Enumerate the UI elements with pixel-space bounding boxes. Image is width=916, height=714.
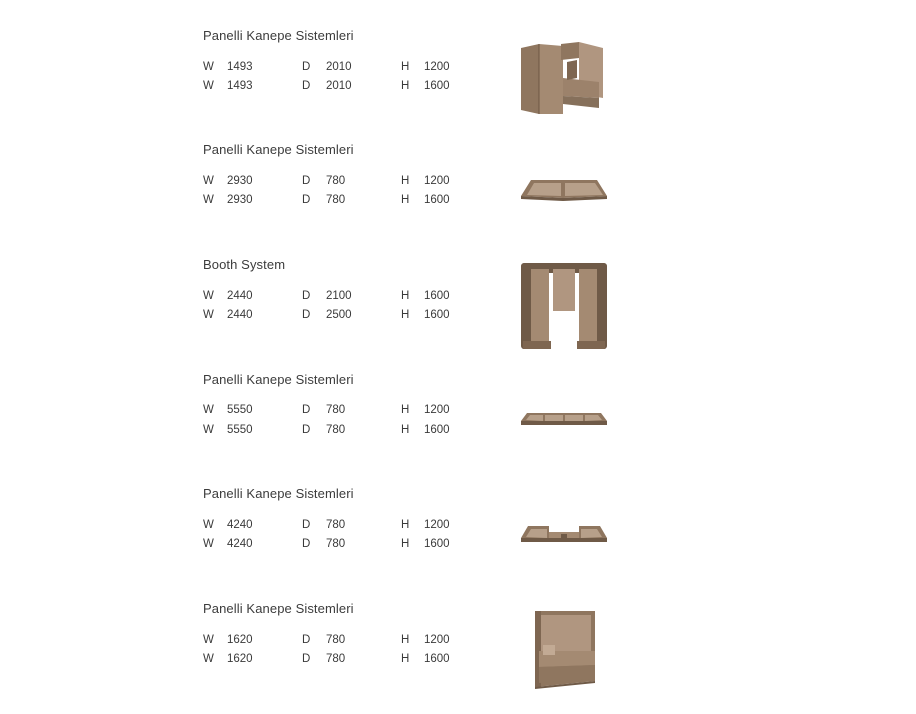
- width-label: W: [203, 290, 214, 302]
- width-value: 4240: [227, 519, 253, 531]
- width-label: W: [203, 175, 214, 187]
- depth-label: D: [302, 194, 311, 206]
- height-value: 1600: [424, 194, 450, 206]
- height-label: H: [401, 309, 410, 321]
- width-label: W: [203, 404, 214, 416]
- depth-label: D: [302, 80, 311, 92]
- depth-value: 780: [326, 519, 346, 531]
- height-label: H: [401, 538, 410, 550]
- height-label: H: [401, 80, 410, 92]
- product-title: Panelli Kanepe Sistemleri: [203, 28, 354, 43]
- height-value: 1600: [424, 653, 450, 665]
- width-label: W: [203, 424, 214, 436]
- height-value: 1600: [424, 538, 450, 550]
- depth-label: D: [302, 290, 311, 302]
- height-label: H: [401, 290, 410, 302]
- product-entry: [203, 486, 623, 596]
- depth-value: 2500: [326, 309, 352, 321]
- product-entry: [203, 28, 623, 138]
- depth-value: 780: [326, 424, 346, 436]
- depth-value: 780: [326, 653, 346, 665]
- depth-label: D: [302, 404, 311, 416]
- height-label: H: [401, 404, 410, 416]
- height-label: H: [401, 519, 410, 531]
- width-value: 4240: [227, 538, 253, 550]
- height-value: 1200: [424, 61, 450, 73]
- product-title: Panelli Kanepe Sistemleri: [203, 601, 354, 616]
- height-value: 1600: [424, 80, 450, 92]
- high-back-sofa-icon: [519, 42, 609, 116]
- height-value: 1600: [424, 309, 450, 321]
- width-label: W: [203, 634, 214, 646]
- depth-value: 780: [326, 194, 346, 206]
- height-label: H: [401, 194, 410, 206]
- product-entry: [203, 142, 623, 252]
- depth-value: 780: [326, 634, 346, 646]
- depth-label: D: [302, 538, 311, 550]
- width-value: 5550: [227, 404, 253, 416]
- single-high-back-sofa-icon: [519, 609, 609, 691]
- width-label: W: [203, 80, 214, 92]
- product-entry: [203, 257, 623, 367]
- width-value: 1493: [227, 61, 253, 73]
- depth-label: D: [302, 309, 311, 321]
- width-value: 5550: [227, 424, 253, 436]
- depth-label: D: [302, 61, 311, 73]
- width-label: W: [203, 653, 214, 665]
- height-label: H: [401, 61, 410, 73]
- depth-label: D: [302, 653, 311, 665]
- height-value: 1600: [424, 424, 450, 436]
- width-label: W: [203, 61, 214, 73]
- height-value: 1200: [424, 175, 450, 187]
- depth-label: D: [302, 175, 311, 187]
- product-entry: [203, 372, 623, 482]
- depth-label: D: [302, 634, 311, 646]
- width-value: 1620: [227, 634, 253, 646]
- four-seat-sofa-top-icon: [519, 411, 609, 429]
- height-value: 1200: [424, 634, 450, 646]
- depth-value: 2100: [326, 290, 352, 302]
- width-value: 2440: [227, 290, 253, 302]
- height-label: H: [401, 653, 410, 665]
- height-value: 1200: [424, 404, 450, 416]
- depth-value: 2010: [326, 80, 352, 92]
- two-seat-sofa-top-icon: [519, 178, 609, 202]
- product-title: Panelli Kanepe Sistemleri: [203, 142, 354, 157]
- depth-value: 780: [326, 175, 346, 187]
- width-label: W: [203, 538, 214, 550]
- height-label: H: [401, 634, 410, 646]
- product-title: Panelli Kanepe Sistemleri: [203, 372, 354, 387]
- depth-label: D: [302, 519, 311, 531]
- height-label: H: [401, 424, 410, 436]
- product-title: Panelli Kanepe Sistemleri: [203, 486, 354, 501]
- width-value: 2440: [227, 309, 253, 321]
- width-value: 1620: [227, 653, 253, 665]
- product-entry: [203, 601, 623, 711]
- height-value: 1200: [424, 519, 450, 531]
- height-value: 1600: [424, 290, 450, 302]
- width-value: 2930: [227, 175, 253, 187]
- product-title: Booth System: [203, 257, 286, 272]
- height-label: H: [401, 175, 410, 187]
- depth-value: 2010: [326, 61, 352, 73]
- three-seat-sofa-top-icon: [519, 522, 609, 546]
- width-label: W: [203, 194, 214, 206]
- depth-value: 780: [326, 404, 346, 416]
- depth-label: D: [302, 424, 311, 436]
- width-label: W: [203, 519, 214, 531]
- width-value: 2930: [227, 194, 253, 206]
- depth-value: 780: [326, 538, 346, 550]
- booth-top-view-icon: [519, 261, 609, 351]
- width-label: W: [203, 309, 214, 321]
- width-value: 1493: [227, 80, 253, 92]
